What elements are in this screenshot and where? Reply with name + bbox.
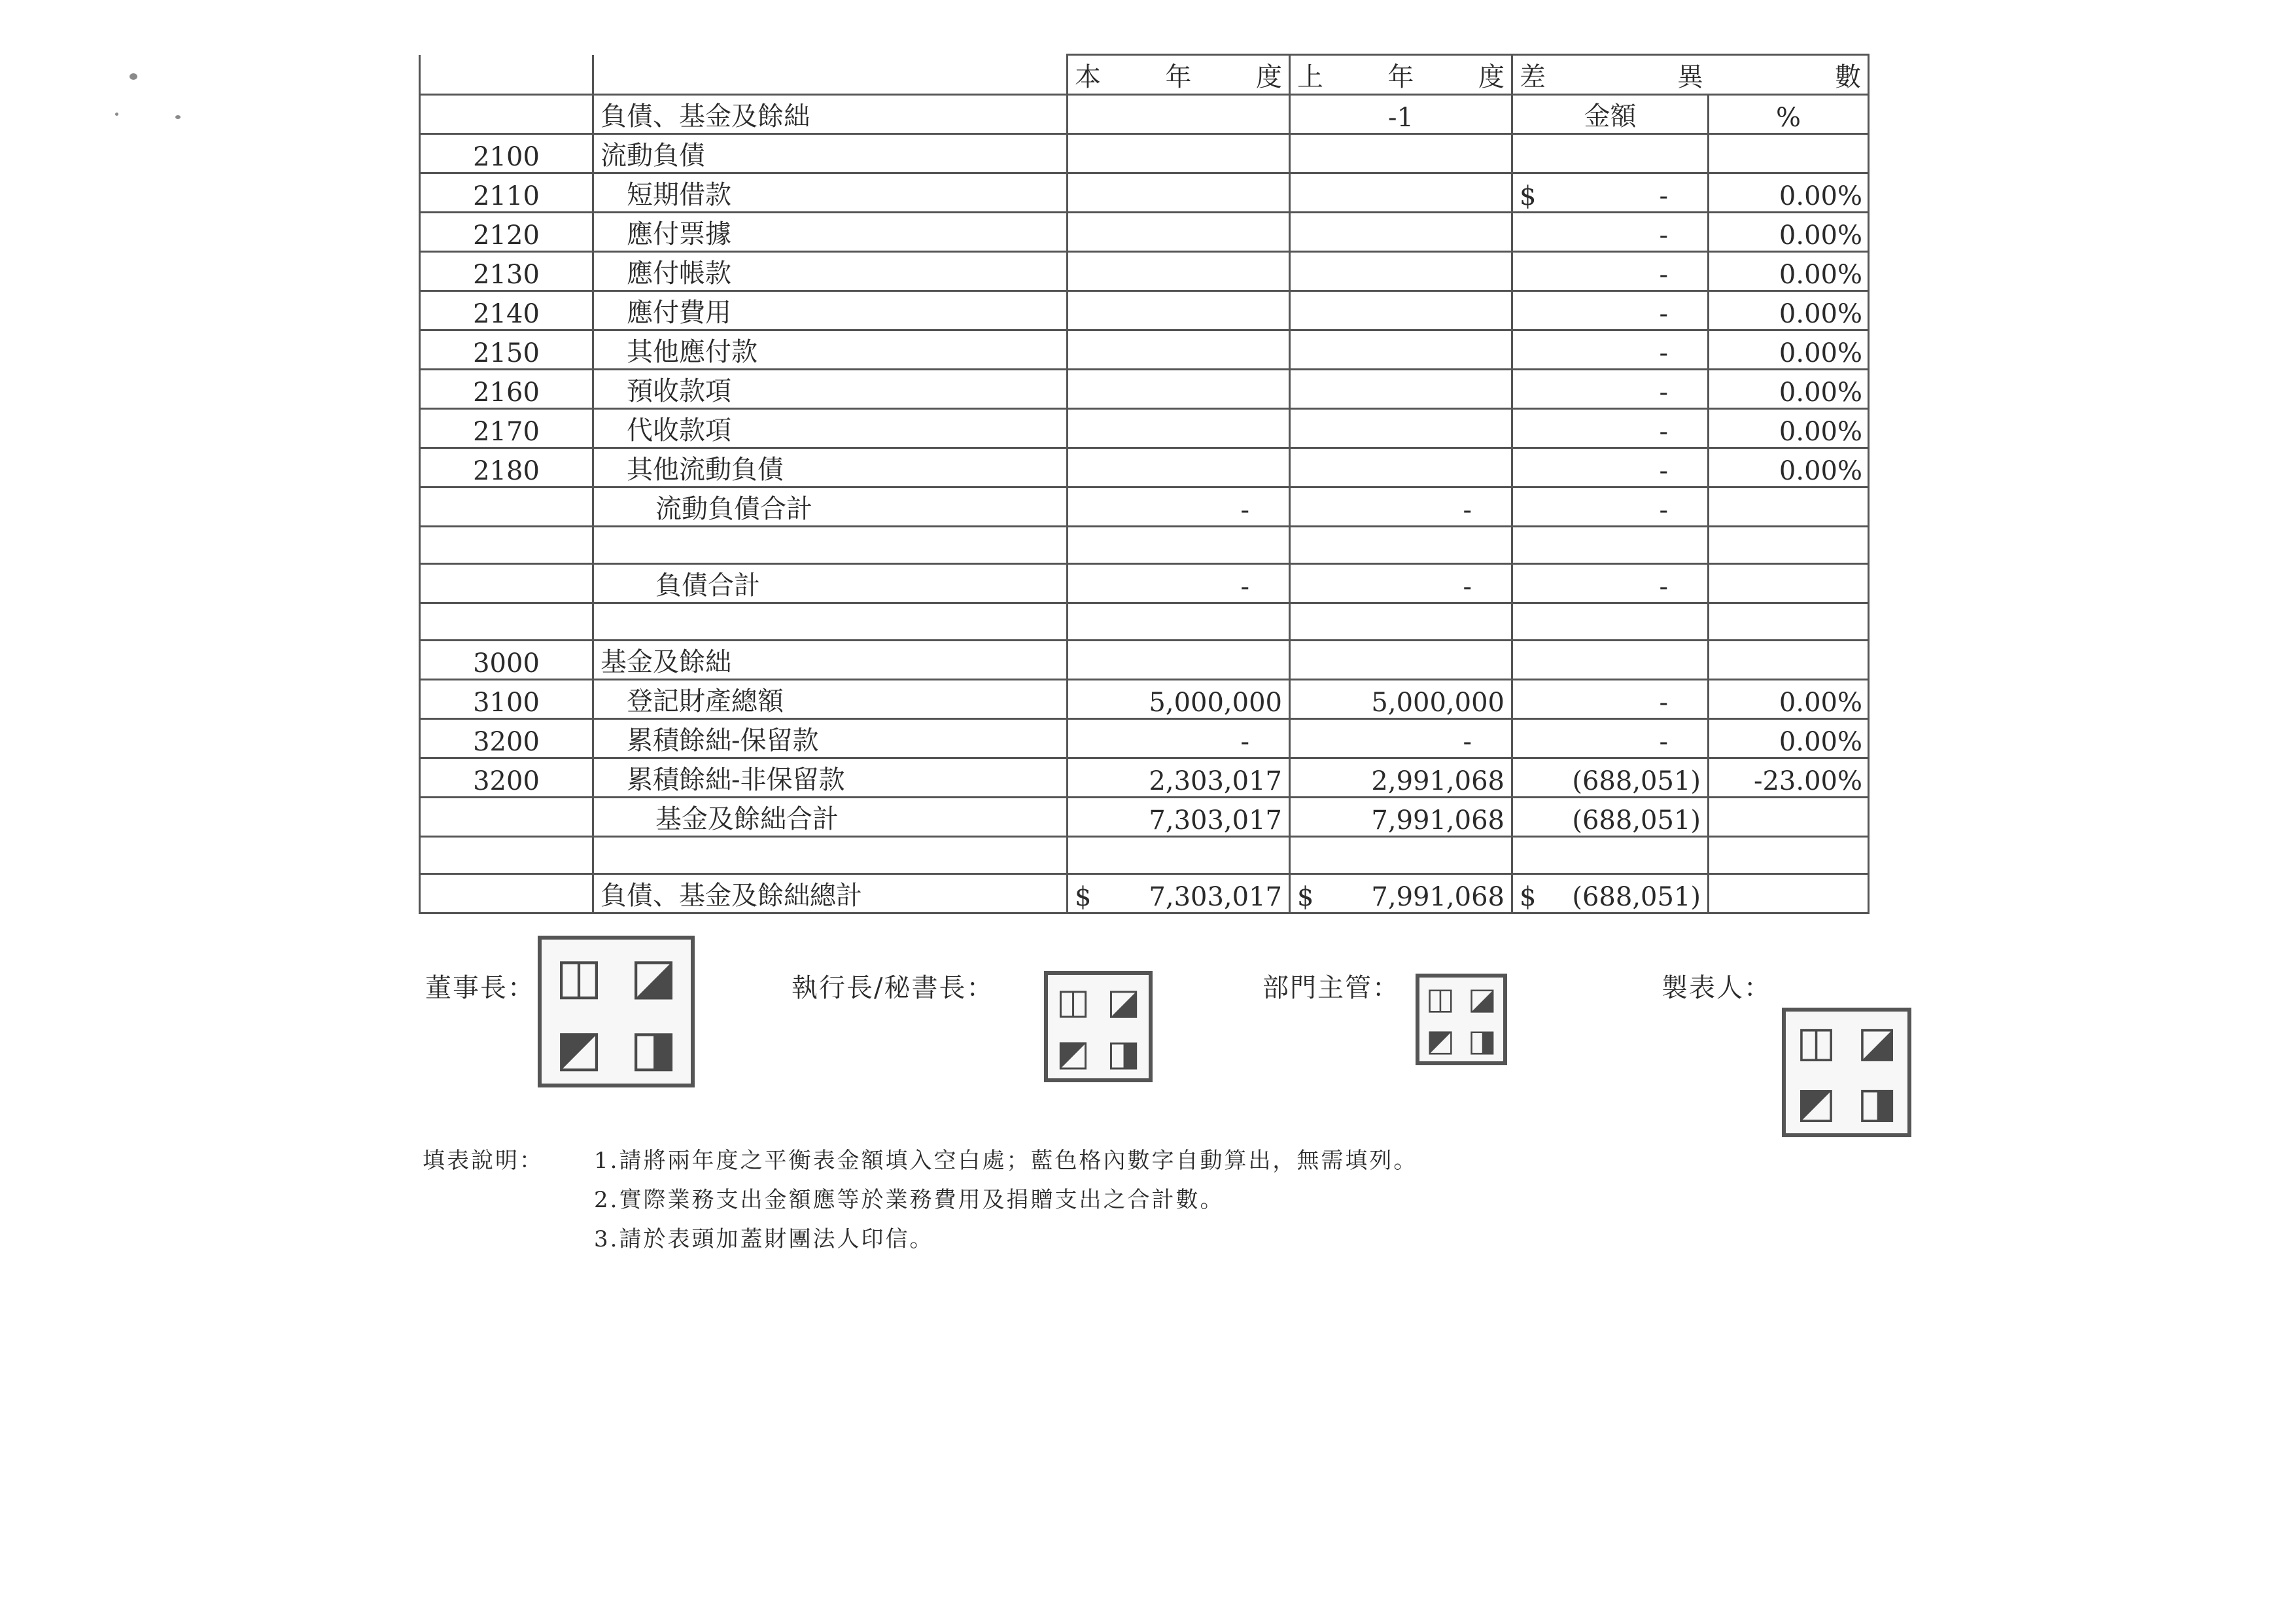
prior-year-cell (1290, 448, 1512, 487)
current-year-cell (1068, 213, 1290, 252)
account-code: 3200 (420, 719, 593, 758)
account-code: 3100 (420, 680, 593, 719)
diff-amount-cell (1512, 134, 1709, 173)
account-label: 應付帳款 (593, 252, 1068, 291)
diff-amount-cell (1512, 641, 1709, 680)
table-row (420, 409, 1869, 448)
account-code: 3000 (420, 641, 593, 680)
prior-year-cell: 5,000,000 (1290, 680, 1512, 719)
grand-total-prior: $ 7,991,068 (1290, 874, 1512, 913)
prior-year-cell (1290, 291, 1512, 330)
account-label: 其他流動負債 (593, 448, 1068, 487)
prior-year-cell: - (1290, 487, 1512, 527)
prior-year-cell (1290, 837, 1512, 874)
current-year-cell (1068, 134, 1290, 173)
diff-pct-cell (1709, 837, 1869, 874)
diff-pct-cell (1709, 527, 1869, 564)
account-code (420, 487, 593, 527)
account-code: 3200 (420, 758, 593, 798)
diff-pct-header: % (1709, 95, 1869, 134)
table-row (420, 370, 1869, 409)
account-label: 基金及餘絀合計 (593, 798, 1068, 837)
current-year-cell: - (1068, 719, 1290, 758)
diff-amount-cell: (688,051) (1512, 758, 1709, 798)
scan-speck (175, 115, 181, 119)
diff-pct-cell: 0.00% (1709, 680, 1869, 719)
account-code (420, 837, 593, 874)
diff-amount-cell: (688,051) (1512, 798, 1709, 837)
header-difference: 差 異 數 (1512, 55, 1869, 95)
account-code (420, 564, 593, 603)
diff-amount-cell: - (1512, 330, 1709, 370)
account-code (420, 798, 593, 837)
current-year-cell (1068, 603, 1290, 641)
current-year-cell (1068, 173, 1290, 213)
diff-pct-cell: -23.00% (1709, 758, 1869, 798)
table-row (420, 487, 1869, 527)
diff-pct-cell: 0.00% (1709, 330, 1869, 370)
balance-sheet-table (419, 54, 1870, 914)
current-year-cell: - (1068, 487, 1290, 527)
table-row (420, 213, 1869, 252)
prior-year-cell (1290, 527, 1512, 564)
preparer-seal: ◫ ◪ ◩ ◨ (1782, 1008, 1911, 1137)
current-year-cell: 2,303,017 (1068, 758, 1290, 798)
table-row (420, 758, 1869, 798)
current-year-cell: - (1068, 564, 1290, 603)
diff-amount-cell: - (1512, 213, 1709, 252)
table-row (420, 291, 1869, 330)
chairman-seal: ◫ ◪ ◩ ◨ (538, 936, 695, 1087)
current-year-cell (1068, 641, 1290, 680)
grand-total-diff: $ (688,051) (1512, 874, 1709, 913)
diff-pct-cell: 0.00% (1709, 213, 1869, 252)
prior-year-cell (1290, 409, 1512, 448)
current-year-cell (1068, 370, 1290, 409)
account-label: 基金及餘絀 (593, 641, 1068, 680)
current-year-cell (1068, 837, 1290, 874)
diff-amount-cell: - (1512, 680, 1709, 719)
account-code: 2140 (420, 291, 593, 330)
grand-total-row (420, 874, 1869, 913)
diff-amount-cell (1512, 527, 1709, 564)
diff-pct-cell (1709, 564, 1869, 603)
prior-year-cell: 7,991,068 (1290, 798, 1512, 837)
table-row (420, 837, 1869, 874)
diff-pct-cell: 0.00% (1709, 173, 1869, 213)
diff-amount-cell: - (1512, 487, 1709, 527)
current-year-cell (1068, 527, 1290, 564)
instructions-heading: 填表說明： (423, 1147, 544, 1174)
account-label: 負債合計 (593, 564, 1068, 603)
dept-head-seal: ◫ ◪ ◩ ◨ (1416, 974, 1507, 1065)
account-code (420, 603, 593, 641)
account-code: 2110 (420, 173, 593, 213)
table-row (420, 641, 1869, 680)
current-year-cell: 7,303,017 (1068, 798, 1290, 837)
diff-pct-cell (1709, 798, 1869, 837)
prior-year-cell: - (1290, 564, 1512, 603)
table-row (420, 527, 1869, 564)
section-title: 負債、基金及餘絀 (593, 95, 1068, 134)
table-row (420, 448, 1869, 487)
account-code: 2150 (420, 330, 593, 370)
scan-speck (130, 73, 137, 80)
scan-speck (115, 113, 118, 116)
account-label (593, 837, 1068, 874)
account-label: 代收款項 (593, 409, 1068, 448)
table-row (420, 252, 1869, 291)
diff-amount-header: 金額 (1512, 95, 1709, 134)
prior-year-cell (1290, 603, 1512, 641)
diff-pct-cell (1709, 134, 1869, 173)
account-code: 2130 (420, 252, 593, 291)
header-prior-year: 上 年 度 (1290, 55, 1512, 95)
instruction-item: 1.請將兩年度之平衡表金額填入空白處；藍色格內數字自動算出，無需填列。 (594, 1147, 1418, 1174)
prior-year-cell (1290, 641, 1512, 680)
prior-year-cell (1290, 173, 1512, 213)
prior-year-sub: -1 (1290, 95, 1512, 134)
table-row (420, 798, 1869, 837)
account-label: 流動負債 (593, 134, 1068, 173)
prior-year-cell (1290, 134, 1512, 173)
account-label (593, 603, 1068, 641)
table-row (420, 719, 1869, 758)
table-row (420, 680, 1869, 719)
prior-year-cell: 2,991,068 (1290, 758, 1512, 798)
ceo-seal: ◫ ◪ ◩ ◨ (1044, 971, 1153, 1082)
prior-year-cell: - (1290, 719, 1512, 758)
diff-pct-cell (1709, 641, 1869, 680)
current-year-cell (1068, 291, 1290, 330)
prior-year-cell (1290, 213, 1512, 252)
diff-pct-cell (1709, 603, 1869, 641)
header-row-sub (420, 95, 1869, 134)
diff-pct-cell: 0.00% (1709, 719, 1869, 758)
account-label (593, 527, 1068, 564)
account-label: 登記財產總額 (593, 680, 1068, 719)
diff-amount-cell: - (1512, 252, 1709, 291)
dept-head-label: 部門主管： (1262, 973, 1400, 1003)
current-year-cell (1068, 448, 1290, 487)
current-year-cell (1068, 330, 1290, 370)
header-code-cell (420, 55, 593, 95)
table-row (420, 330, 1869, 370)
account-code: 2180 (420, 448, 593, 487)
account-label: 累積餘絀-保留款 (593, 719, 1068, 758)
diff-amount-cell (1512, 603, 1709, 641)
account-code: 2170 (420, 409, 593, 448)
table-row (420, 134, 1869, 173)
diff-pct-cell (1709, 487, 1869, 527)
prior-year-cell (1290, 252, 1512, 291)
diff-amount-cell: - (1512, 719, 1709, 758)
grand-total-current: $ 7,303,017 (1068, 874, 1290, 913)
account-label: 應付費用 (593, 291, 1068, 330)
current-year-cell (1068, 409, 1290, 448)
instruction-item: 2.實際業務支出金額應等於業務費用及捐贈支出之合計數。 (594, 1186, 1225, 1213)
prior-year-cell (1290, 370, 1512, 409)
diff-pct-cell: 0.00% (1709, 252, 1869, 291)
form-instructions (423, 1139, 1418, 1256)
diff-amount-cell: $ - (1512, 173, 1709, 213)
diff-pct-cell: 0.00% (1709, 409, 1869, 448)
ceo-secretary-label: 執行長/秘書長： (791, 973, 994, 1003)
diff-amount-cell (1512, 837, 1709, 874)
diff-pct-cell: 0.00% (1709, 291, 1869, 330)
table-row (420, 564, 1869, 603)
account-label: 其他應付款 (593, 330, 1068, 370)
account-label: 流動負債合計 (593, 487, 1068, 527)
account-code (420, 527, 593, 564)
header-label-cell (593, 55, 1068, 95)
diff-pct-cell: 0.00% (1709, 370, 1869, 409)
preparer-label: 製表人： (1661, 973, 1771, 1003)
current-year-cell (1068, 252, 1290, 291)
diff-amount-cell: - (1512, 448, 1709, 487)
instruction-item: 3.請於表頭加蓋財團法人印信。 (594, 1226, 934, 1252)
current-year-cell: 5,000,000 (1068, 680, 1290, 719)
prior-year-cell (1290, 330, 1512, 370)
account-code: 2100 (420, 134, 593, 173)
grand-total-label: 負債、基金及餘絀總計 (593, 874, 1068, 913)
header-current-year: 本 年 度 (1068, 55, 1290, 95)
table-row (420, 173, 1869, 213)
diff-amount-cell: - (1512, 370, 1709, 409)
account-label: 累積餘絀-非保留款 (593, 758, 1068, 798)
account-label: 預收款項 (593, 370, 1068, 409)
account-code: 2120 (420, 213, 593, 252)
diff-amount-cell: - (1512, 564, 1709, 603)
table-row (420, 603, 1869, 641)
account-label: 應付票據 (593, 213, 1068, 252)
diff-amount-cell: - (1512, 291, 1709, 330)
account-label: 短期借款 (593, 173, 1068, 213)
header-row-years (420, 55, 1869, 95)
diff-amount-cell: - (1512, 409, 1709, 448)
chairman-label: 董事長： (425, 973, 535, 1003)
diff-pct-cell: 0.00% (1709, 448, 1869, 487)
account-code: 2160 (420, 370, 593, 409)
